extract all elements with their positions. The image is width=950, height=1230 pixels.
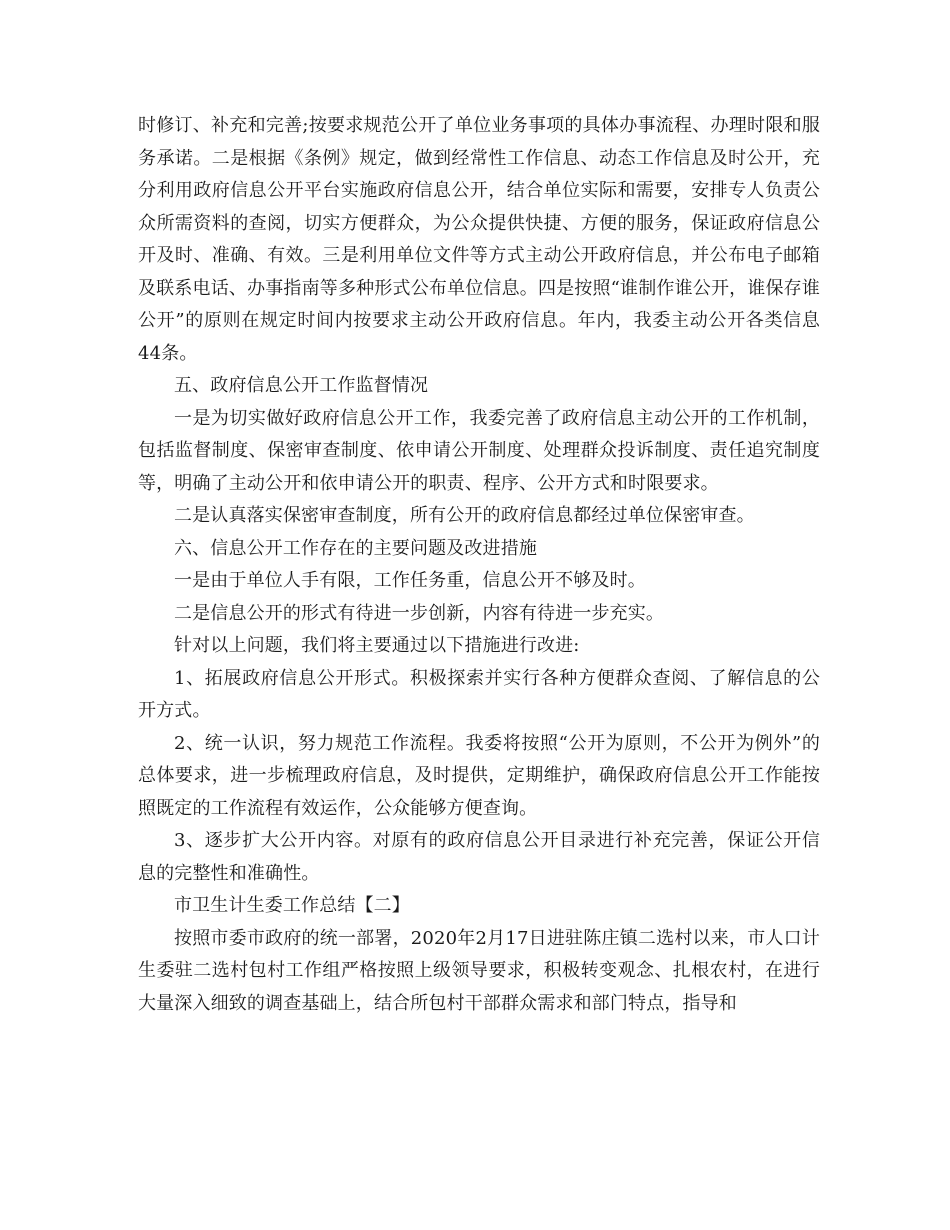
list-item-2: 2、统一认识，努力规范工作流程。我委将按照“公开为原则，不公开为例外”的总体要求，进一步梳理政府信息，及时提供，定期维护，确保政府信息公开工作能按照既定的工作流程有效运作，公众能够方便查询。	[138, 732, 820, 819]
paragraph: 二是认真落实保密审查制度，所有公开的政府信息都经过单位保密审查。	[174, 505, 755, 526]
paragraph: 按照市委市政府的统一部署，2020年2月17日进驻陈庄镇二选村以来，市人口计生委驻二选村包村工作组严格按照上级领导要求，积极转变观念、扎根农村，在进行大量深入细致的调查基础上，结合所包村干部群众需求和部门特点，指导和	[138, 927, 820, 1014]
section-heading-5: 五、政府信息公开工作监督情况	[174, 375, 429, 396]
list-item-3: 3、逐步扩大公开内容。对原有的政府信息公开目录进行补充完善，保证公开信息的完整性和准确性。	[138, 830, 820, 884]
list-item-1: 1、拓展政府信息公开形式。积极探索并实行各种方便群众查阅、了解信息的公开方式。	[138, 667, 820, 721]
paragraph: 二是信息公开的形式有待进一步创新，内容有待进一步充实。	[174, 602, 665, 624]
paragraph: 一是为切实做好政府信息公开工作，我委完善了政府信息主动公开的工作机制，包括监督制度、保密审查制度、依申请公开制度、处理群众投诉制度、责任追究制度等，明确了主动公开和依申请公开的职责、程序、公开方式和时限要求。	[138, 407, 820, 494]
paragraph: 一是由于单位人手有限，工作任务重，信息公开不够及时。	[174, 570, 646, 591]
document-body	[138, 110, 820, 1020]
paragraph-continuation: 时修订、补充和完善;按要求规范公开了单位业务事项的具体办事流程、办理时限和服务承诺。二是根据《条例》规定，做到经常性工作信息、动态工作信息及时公开，充分利用政府信息公开平台实施政府信息公开，结合单位实际和需要，安排专人负责公众所需资料的查阅，切实方便群众，为公众提供快捷、方便的服务，保证政府信息公开及时、准确、有效。三是利用单位文件等方式主动公开政府信息，并公布电子邮箱及联系电话、办事指南等多种形式公布单位信息。四是按照“谁制作谁公开，谁保存谁公开”的原则在规定时间内按要求主动公开政府信息。年内，我委主动公开各类信息44条。	[138, 115, 820, 364]
paragraph: 针对以上问题，我们将主要通过以下措施进行改进:	[174, 635, 580, 656]
article-title: 市卫生计生委工作总结【二】	[174, 895, 410, 916]
section-heading-6: 六、信息公开工作存在的主要问题及改进措施	[174, 537, 537, 559]
